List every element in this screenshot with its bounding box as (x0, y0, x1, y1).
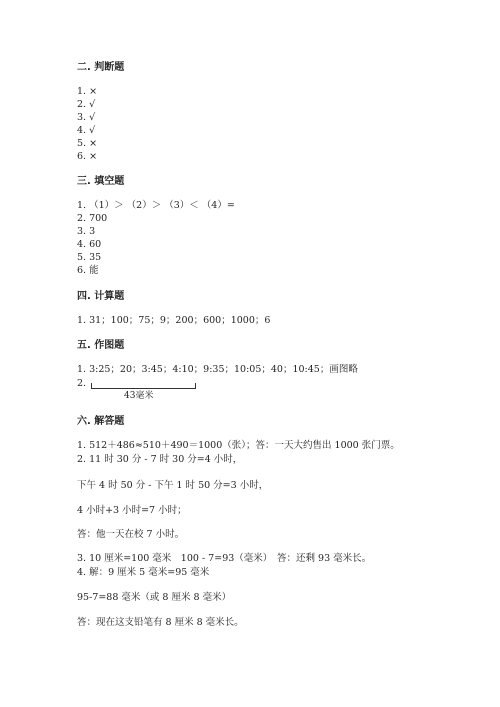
answer-item: 3. √ (77, 112, 96, 123)
answer-item: 4. 解：9 厘米 5 毫米=95 毫米 (77, 567, 210, 578)
answer-item: 答：现在这支铅笔有 8 厘米 8 毫米长。 (77, 617, 244, 628)
answer-item: 下午 4 时 50 分 - 下午 1 时 50 分=3 小时， (77, 480, 269, 491)
answer-item: 3. 10 厘米=100 毫米 100 - 7=93（毫米） 答：还剩 93 毫米长。 (77, 553, 372, 564)
ruler-label: 43毫米 (124, 391, 154, 401)
answer-item: 4. √ (77, 125, 96, 136)
answer-item: 1. 3:25；20；3:45；4:10；9:35；10:05；40；10:45；画图略 (77, 364, 358, 375)
answer-item: 答：他一天在校 7 小时。 (77, 529, 185, 540)
answer-item: 4 小时+3 小时=7 小时； (77, 505, 187, 516)
answer-item: 2. 700 (77, 213, 108, 224)
answer-item: 2. 11 时 30 分 - 7 时 30 分=4 小时， (77, 454, 243, 465)
section-title-calc: 四. 计算题 (77, 291, 125, 302)
section-title-draw: 五. 作图题 (77, 340, 125, 351)
section-title-fill: 三. 填空题 (77, 176, 125, 187)
section-title-judge: 二. 判断题 (77, 62, 125, 73)
answer-item: 5. × (77, 138, 98, 149)
section-title-solve: 六. 解答题 (77, 416, 125, 427)
answer-item: 1. （1）＞ （2）＞ （3）＜ （4）= (77, 200, 235, 211)
answer-item: 3. 3 (77, 226, 96, 237)
answer-item: 2. (77, 378, 87, 389)
answer-item: 5. 35 (77, 252, 102, 263)
line-segment-ruler (91, 383, 196, 389)
answer-item: 1. 31；100；75；9；200；600；1000；6 (77, 315, 271, 326)
answer-item: 1. × (77, 86, 98, 97)
answer-item: 6. 能 (77, 265, 99, 276)
answer-item: 4. 60 (77, 239, 102, 250)
answer-item: 2. √ (77, 99, 96, 110)
answer-item: 1. 512＋486≈510＋490＝1000（张）；答：一天大约售出 1000 张门票。 (77, 440, 400, 451)
answer-item: 95-7=88 毫米（或 8 厘米 8 毫米） (77, 592, 232, 603)
answer-item: 6. × (77, 151, 98, 162)
